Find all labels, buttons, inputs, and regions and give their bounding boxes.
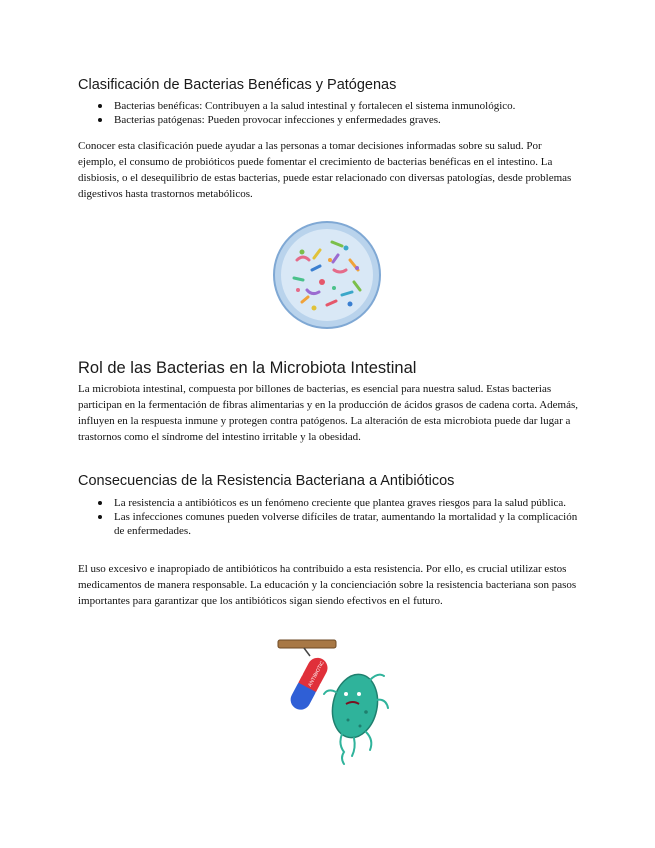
list-item: La resistencia a antibióticos es un fenómeno creciente que plantea graves riesgos para la salud pública.	[78, 496, 578, 510]
bullet-list-consecuencias	[78, 496, 578, 538]
section-title-rol: Rol de las Bacterias en la Microbiota Intestinal	[78, 359, 417, 377]
petri-dish-icon	[272, 220, 382, 330]
paragraph-clasificacion: Conocer esta clasificación puede ayudar a las personas a tomar decisiones informadas sobre su salud. Por ejemplo, el consumo de probióticos puede fomentar el crecimiento de bacterias benéficas en el intestino. La disbiosis, o el desequilibrio de estas bacterias, puede estar relacionado con diversas patologías, desde problemas digestivos hasta trastornos metabólicos.	[78, 140, 572, 200]
bullet-list-clasificacion	[78, 99, 578, 127]
list-item: Bacterias benéficas: Contribuyen a la salud intestinal y fortalecen el sistema inmunológico.	[78, 99, 578, 113]
antibiotic-pill-bacteria-icon	[270, 634, 390, 769]
section-title-clasificacion: Clasificación de Bacterias Benéficas y Patógenas	[78, 77, 397, 93]
pill-label: ANTIBIOTIC	[307, 660, 326, 688]
list-item: Las infecciones comunes pueden volverse difíciles de tratar, aumentando la mortalidad y la complicación de enfermedades.	[78, 510, 578, 538]
antibiotic-bacteria-illustration	[270, 634, 390, 769]
paragraph-consecuencias: El uso excesivo e inapropiado de antibióticos ha contribuido a esta resistencia. Por ello, es crucial utilizar estos medicamentos de manera responsable. La educación y la concienciación sobre la resistencia bacteriana son pasos importantes para garantizar que los antibióticos sigan siendo efectivos en el futuro.	[78, 563, 577, 607]
section-title-consecuencias: Consecuencias de la Resistencia Bacteriana a Antibióticos	[78, 473, 455, 489]
paragraph-rol: La microbiota intestinal, compuesta por billones de bacterias, es esencial para nuestra salud. Estas bacterias participan en la fermentación de fibras alimentarias y en la producción de ácidos grasos de cadena corta. Además, influyen en la respuesta inmune y protegen contra patógenos. La alteración de esta microbiota puede dar lugar a trastornos como el síndrome del intestino irritable y la obesidad.	[78, 383, 578, 443]
petri-dish-illustration	[272, 220, 382, 330]
list-item: Bacterias patógenas: Pueden provocar infecciones y enfermedades graves.	[78, 113, 578, 127]
